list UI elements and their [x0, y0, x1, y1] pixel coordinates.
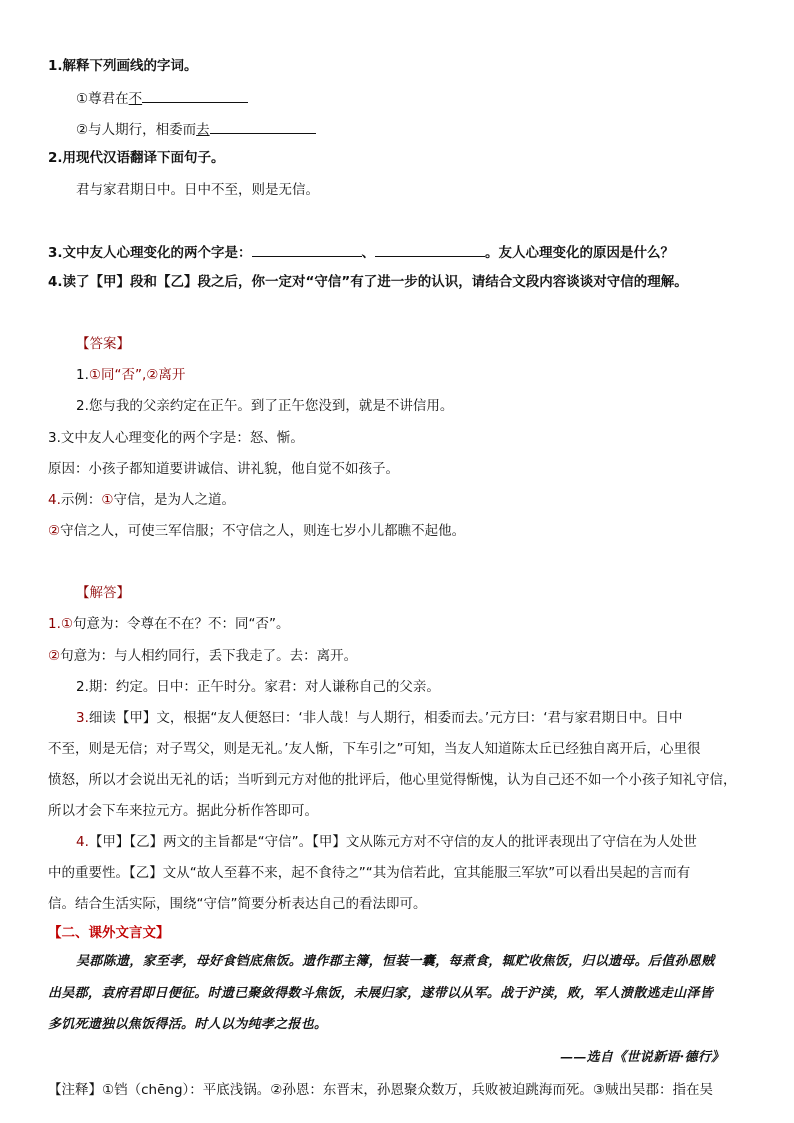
analysis-2: 2.期：约定。日中：正午时分。家君：对人谦称自己的父亲。 [76, 679, 440, 695]
answer-4-point2: 守信之人，可使三军信服；不守信之人，则连七岁小儿都瞧不起他。 [60, 523, 466, 539]
question-3-sep: 、 [361, 245, 376, 261]
answer-4-point1: 守信，是为人之道。 [113, 492, 235, 508]
circled-number: ① [60, 616, 73, 632]
answer-4-label: 示例： [60, 492, 102, 508]
passage-line: 吴郡陈遗，家至孝，母好食铛底焦饭。遗作郡主簿，恒装一囊，每煮食，辄贮收焦饭，归以遗母。后值孙恩贼 [76, 954, 715, 969]
question-1b-text: ②与人期行，相委而 [76, 122, 197, 138]
question-2: 2.用现代汉语翻译下面句子。 [48, 150, 225, 166]
analysis-4-line2: 中的重要性。【乙】文从“故人至暮不来，起不食待之”“其为信若此，宜其能服三军欤”可以看出吴起的言而有 [48, 865, 691, 881]
question-1a [76, 89, 248, 107]
analysis-heading: 【解答】 [76, 585, 130, 601]
analysis-3-line3: 愤怒，所以才会说出无礼的话；当听到元方对他的批评后，他心里觉得惭愧，认为自己还不如一个小孩子知礼守信， [48, 772, 737, 788]
answer-4-num: 4. [48, 492, 61, 508]
circled-number: ② [48, 523, 61, 539]
notes: 【注释】①铛（chēng）：平底浅锅。②孙恩：东晋末，孙恩聚众数万，兵败被迫跳海而死。③贼出吴郡：指在吴 [48, 1082, 713, 1098]
question-1a-word: 不 [128, 91, 143, 107]
answer-1-text: ①同“否”,②离开 [88, 367, 186, 383]
analysis-4-line3: 信。结合生活实际，围绕“守信”简要分析表达自己的看法即可。 [48, 896, 427, 912]
analysis-4-line1 [76, 834, 697, 850]
question-3-suffix: 。友人心理变化的原因是什么？ [485, 245, 675, 261]
answer-3: 3.文中友人心理变化的两个字是：怒、惭。 [48, 430, 304, 446]
passage-source: ——选自《世说新语·德行》 [560, 1050, 725, 1065]
question-4: 4.读了【甲】段和【乙】段之后，你一定对“守信”有了进一步的认识，请结合文段内容谈谈对守信的理解。 [48, 274, 688, 290]
analysis-3-line4: 所以才会下车来拉元方。据此分析作答即可。 [48, 803, 318, 819]
analysis-3-line1 [76, 710, 683, 726]
answer-blank[interactable] [210, 120, 316, 134]
circled-number: ② [48, 648, 61, 664]
answer-2: 2.您与我的父亲约定在正午。到了正午您没到，就是不讲信用。 [76, 398, 454, 414]
question-1b [76, 120, 316, 138]
answer-blank[interactable] [252, 243, 362, 257]
analysis-3-line2: 不至，则是无信；对子骂父，则是无礼。’友人惭，下车引之”可知，当友人知道陈太丘已经独自离开后，心里很 [48, 741, 701, 757]
answer-blank[interactable] [142, 89, 248, 103]
passage-line: 多饥死遗独以焦饭得活。时人以为纯孝之报也。 [48, 1017, 328, 1032]
answer-1 [76, 367, 185, 383]
analysis-3-text1: 细读【甲】文，根据“友人便怒曰：‘非人哉！与人期行，相委而去。’元方曰：‘君与家君期日中。日中 [88, 710, 683, 726]
analysis-1b-text: 句意为：与人相约同行，丢下我走了。去：离开。 [60, 648, 358, 664]
passage-line: 出吴郡，袁府君即日便征。时遗已聚敛得数斗焦饭，未展归家，遂带以从军。战于沪渎，败，军人溃散逃走山泽皆 [48, 986, 714, 1001]
analysis-1-text: 句意为：令尊在不在？不：同“否”。 [73, 616, 290, 632]
answer-3-reason: 原因：小孩子都知道要讲诚信、讲礼貌，他自觉不如孩子。 [48, 461, 399, 477]
answer-blank[interactable] [375, 243, 485, 257]
question-1a-text: ①尊君在 [76, 91, 129, 107]
analysis-4-text1: 【甲】【乙】两文的主旨都是“守信”。【甲】文从陈元方对不守信的友人的批评表现出了守信在为人处世 [88, 834, 697, 850]
answer-1-num: 1. [76, 367, 89, 383]
analysis-3-num: 3. [76, 710, 89, 726]
question-2-sentence: 君与家君期日中。日中不至，则是无信。 [76, 182, 319, 198]
question-1b-word: 去 [196, 122, 210, 138]
question-3-text: 3.文中友人心理变化的两个字是： [48, 245, 252, 261]
answer-4 [48, 492, 235, 508]
question-3 [48, 243, 674, 261]
section-heading: 【二、课外文言文】 [48, 925, 170, 941]
circled-number: ① [101, 492, 114, 508]
answer-heading: 【答案】 [76, 336, 130, 352]
question-1: 1.解释下列画线的字词。 [48, 58, 198, 74]
analysis-1 [48, 616, 290, 632]
analysis-1b [48, 648, 357, 664]
answer-4-line2 [48, 523, 465, 539]
analysis-1-num: 1. [48, 616, 61, 632]
analysis-4-num: 4. [76, 834, 89, 850]
